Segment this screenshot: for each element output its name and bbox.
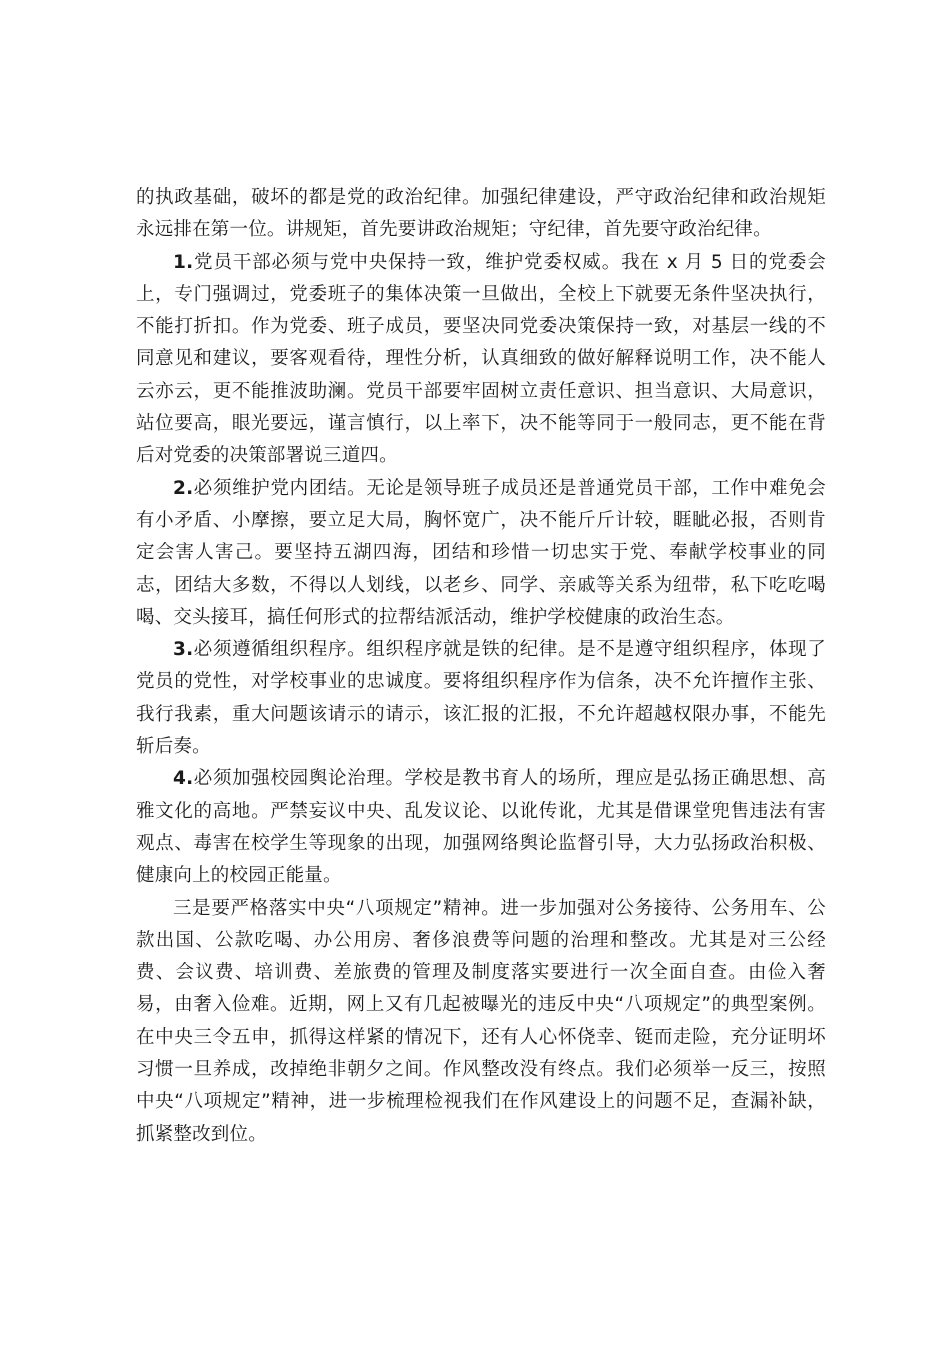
paragraph-text: 必须维护党内团结。无论是领导班子成员还是普通党员干部，工作中难免会有小矛盾、小摩擦，要立足大局，胸怀宽广，决不能斤斤计较，睚眦必报，否则肯定会害人害己。要坚持五湖四海，团结和珍惜一切忠实于党、奉献学校事业的同志，团结大多数，不得以人划线，以老乡、同学、亲戚等关系为纽带，私下吃吃喝喝、交头接耳，搞任何形式的拉帮结派活动，维护学校健康的政治生态。 xyxy=(136,477,826,628)
paragraph-item-4 xyxy=(136,763,826,892)
paragraph-item-3 xyxy=(136,634,826,763)
paragraph-item-2 xyxy=(136,473,826,634)
item-number: 3. xyxy=(173,639,194,661)
paragraph-text: 党员干部必须与党中央保持一致，维护党委权威。我在 x 月 5 日的党委会上，专门强调过，党委班子的集体决策一旦做出，全校上下就要无条件坚决执行，不能打折扣。作为党委、班子成员，要坚决同党委决策保持一致，对基层一线的不同意见和建议，要客观看待，理性分析，认真细致的做好解释说明工作，决不能人云亦云，更不能推波助澜。党员干部要牢固树立责任意识、担当意识、大局意识，站位要高，眼光要远，谨言慎行，以上率下，决不能等同于一般同志，更不能在背后对党委的决策部署说三道四。 xyxy=(136,251,826,467)
paragraph-text: 的执政基础，破坏的都是党的政治纪律。加强纪律建设，严守政治纪律和政治规矩永远排在第一位。讲规矩，首先要讲政治规矩；守纪律，首先要守政治纪律。 xyxy=(136,187,826,241)
paragraph-section-three xyxy=(136,893,826,1151)
item-number: 2. xyxy=(173,477,194,499)
item-number: 1. xyxy=(173,251,194,273)
paragraph-continuation xyxy=(136,182,826,247)
paragraph-text: 必须遵循组织程序。组织程序就是铁的纪律。是不是遵守组织程序，体现了党员的党性，对学校事业的忠诚度。要将组织程序作为信条，决不允许擅作主张、我行我素，重大问题该请示的请示，该汇报的汇报，不允许超越权限办事，不能先斩后奏。 xyxy=(136,639,826,758)
paragraph-text: 必须加强校园舆论治理。学校是教书育人的场所，理应是弘扬正确思想、高雅文化的高地。严禁妄议中央、乱发议论、以讹传讹，尤其是借课堂兜售违法有害观点、毒害在校学生等现象的出现，加强网络舆论监督引导，大力弘扬政治积极、健康向上的校园正能量。 xyxy=(136,768,826,887)
document-body xyxy=(136,182,826,1151)
paragraph-item-1 xyxy=(136,247,826,473)
item-number: 4. xyxy=(173,768,194,790)
paragraph-text: 三是要严格落实中央“八项规定”精神。进一步加强对公务接待、公务用车、公款出国、公款吃喝、办公用房、奢侈浪费等问题的治理和整改。尤其是对三公经费、会议费、培训费、差旅费的管理及制度落实要进行一次全面自查。由俭入奢易，由奢入俭难。近期，网上又有几起被曝光的违反中央“八项规定”的典型案例。在中央三令五申，抓得这样紧的情况下，还有人心怀侥幸、铤而走险，充分证明坏习惯一旦养成，改掉绝非朝夕之间。作风整改没有终点。我们必须举一反三，按照中央“八项规定”精神，进一步梳理检视我们在作风建设上的问题不足，查漏补缺，抓紧整改到位。 xyxy=(136,897,826,1145)
